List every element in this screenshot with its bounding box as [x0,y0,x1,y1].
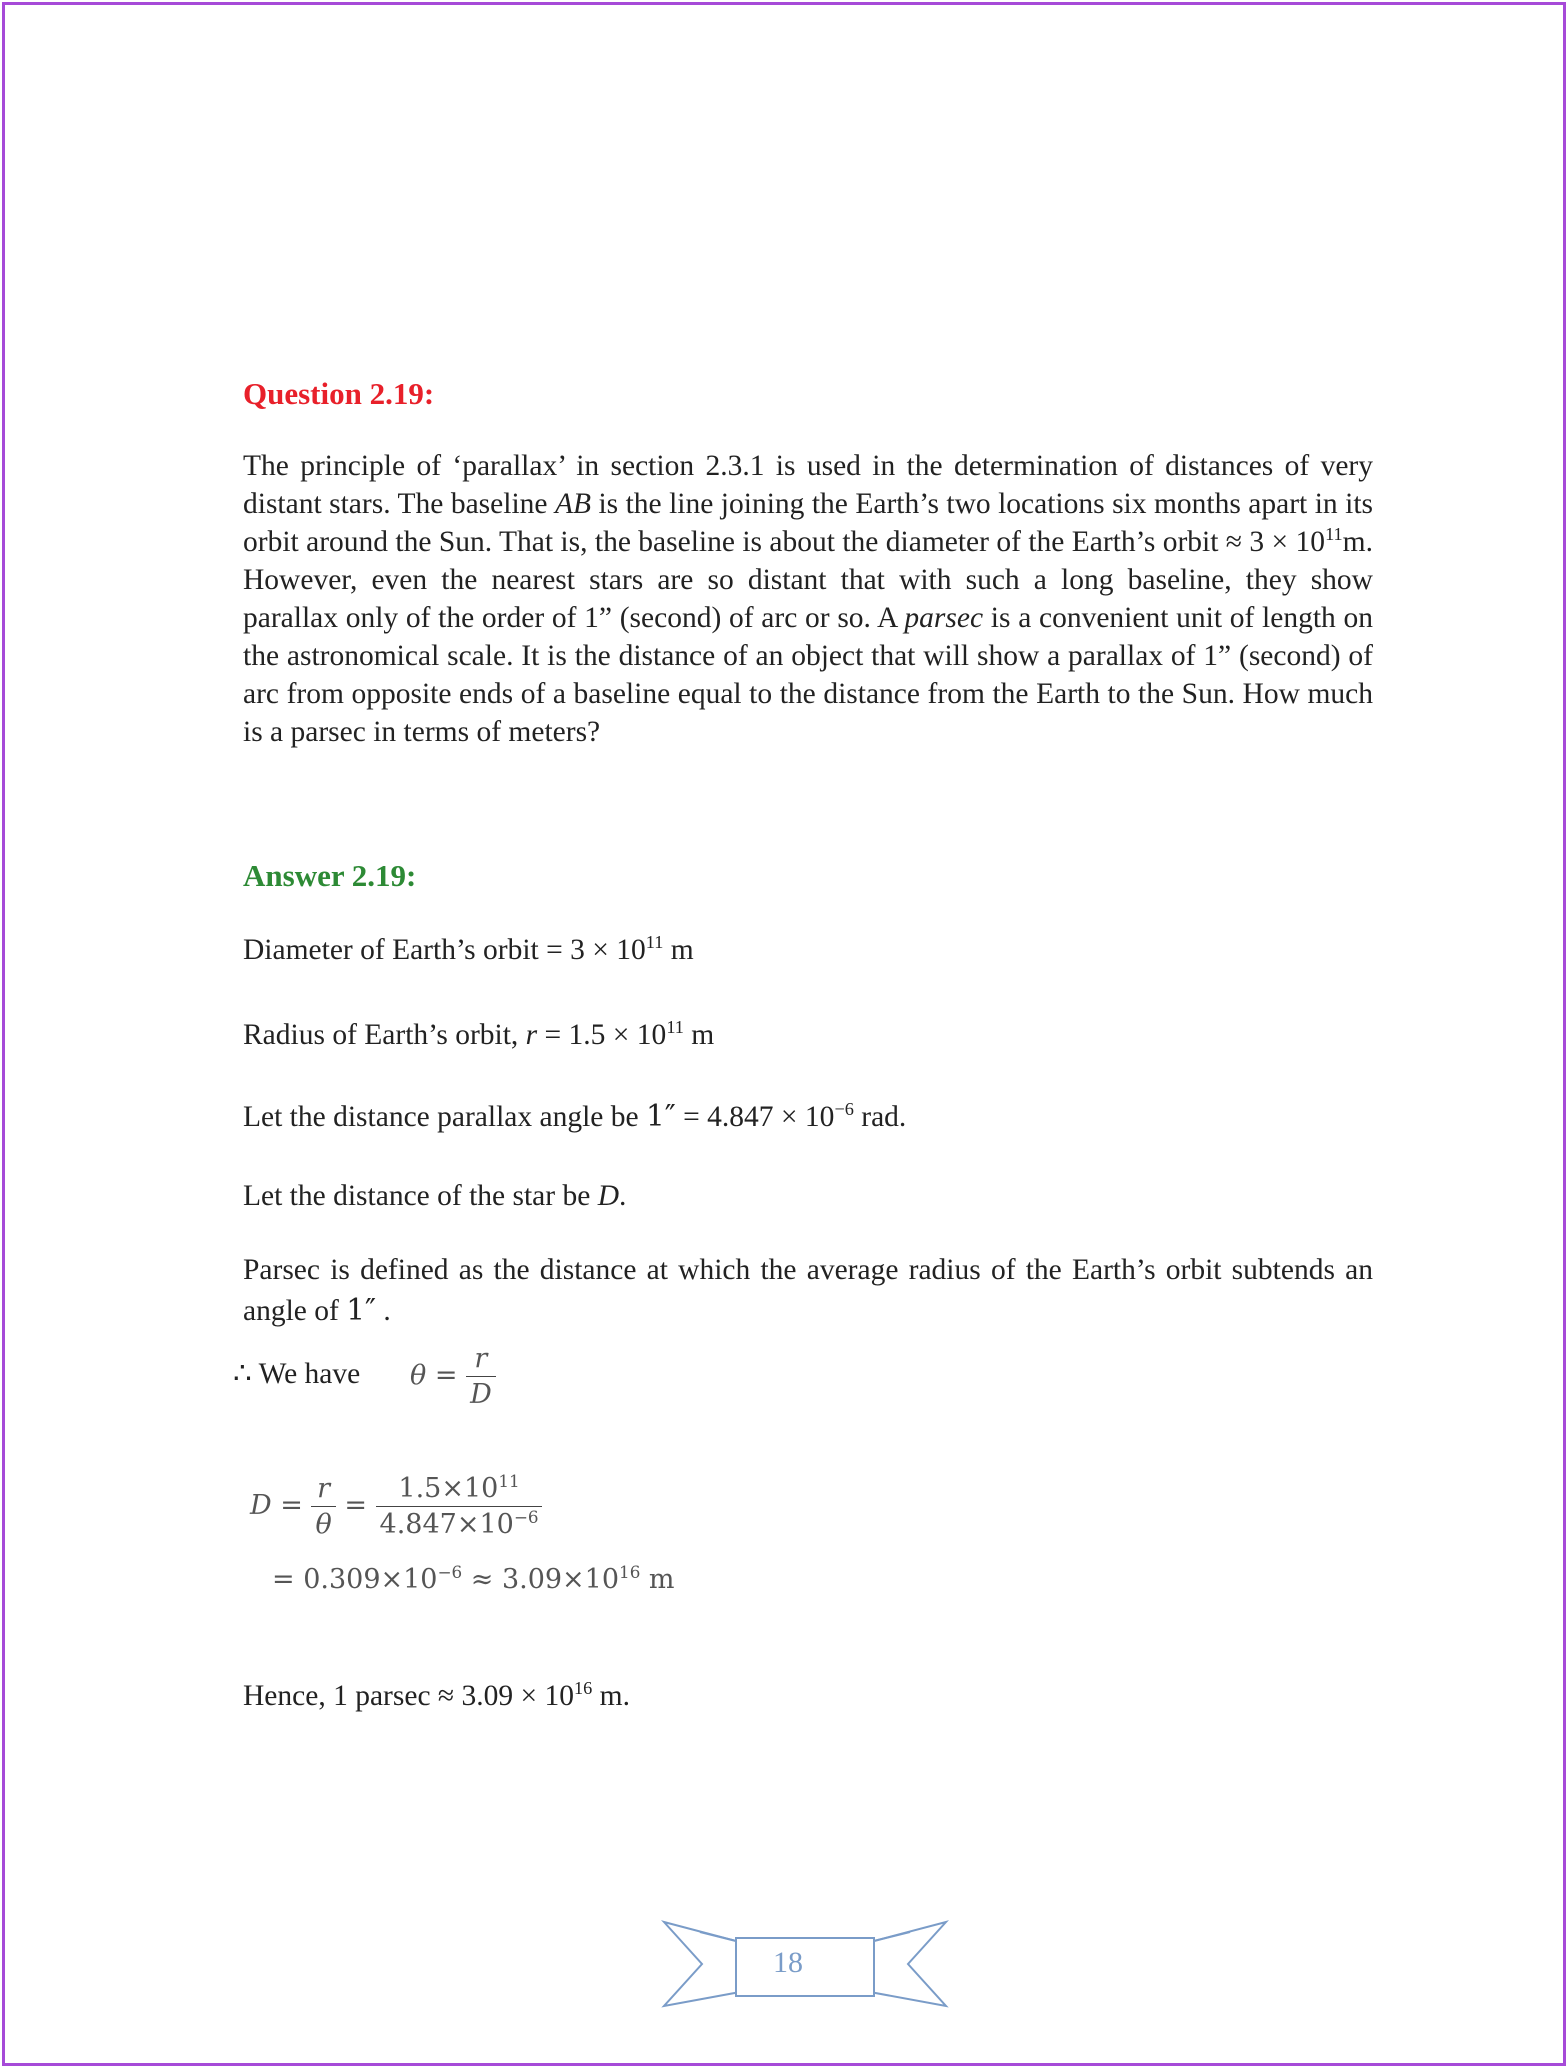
radius-line: Radius of Earth’s orbit, $r = 1.5 \times 10^{11}$ m [243,1017,715,1051]
page-number: 18 [773,1946,803,1979]
parsec-definition: Parsec is defined as the distance at which the average radius of the Earth’s orbit subtends an angle of 1″ . [243,1254,1373,1327]
equation-result: = $0.309\times 10^{-6} \approx 3.09\times 10^{16}$ m [272,1561,675,1595]
angle-symbol: 1″ [645,1099,676,1133]
equation-distance: D = $\frac{r}{\theta}$ = $\frac{1.5\times 10^{11}}{4.847\times 10^{-6}}$ [250,1473,542,1540]
diameter-line: Diameter of Earth’s orbit = $3 \times 10^{11}$ m [243,932,694,966]
equation-theta: θ = $\frac{r}{D}$ [410,1343,496,1410]
distance-line: Let the distance of the star be D. [243,1180,627,1212]
we-have-label: ∴ We have [233,1358,361,1390]
answer-heading: Answer 2.19: [243,858,417,893]
question-text: The principle of ‘parallax’ in section 2.3.1 is used in the determination of distances of very distant stars. The baseline AB is the line joining the Earth’s two locations six months apart in its orbit around the Sun. That is, the baseline is about the diameter of the Earth’s orbit ≈ $3 \times 10^{11}m$. However, even the nearest stars are so distant that with such a long baseline, they show parallax only of the order of 1” (second) of arc or so. A parsec is a convenient unit of length on the astronomical scale. It is the distance of an object that will show a parallax of 1” (second) of arc from opposite ends of a baseline equal to the distance from the Earth to the Sun. How much is a parsec in terms of meters? [243,450,1374,748]
conclusion-line: Hence, 1 $parsec \approx 3.09 \times 10^{16}$ m. [243,1678,630,1712]
page-border [2,2,1566,2066]
angle-line: Let the distance parallax angle be $1'' = 4.847 \times 10^{-6}$ rad. [243,1099,907,1133]
question-heading: Question 2.19: [243,376,435,411]
